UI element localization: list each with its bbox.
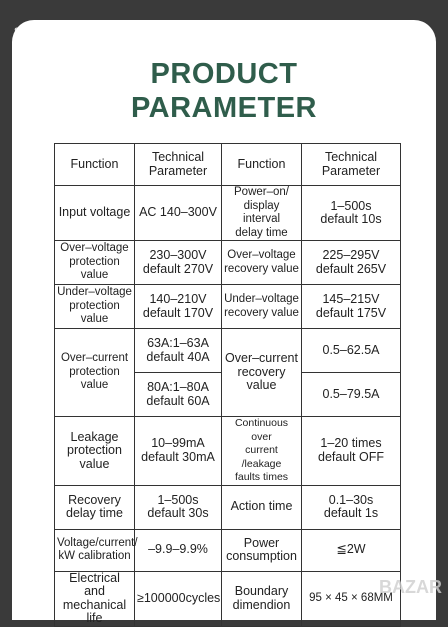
bazar-watermark-logo: BAZAR: [379, 577, 442, 597]
cell-value: 1–20 times default OFF: [302, 417, 401, 486]
cell-function: Over–current recovery value: [222, 329, 302, 417]
cell-value: 230–300V default 270V: [135, 241, 222, 285]
cell-value: 0.5–79.5A: [302, 373, 401, 417]
cell-value: 0.5–62.5A: [302, 329, 401, 373]
header-technical-parameter-2: Technical Parameter: [302, 144, 401, 186]
cell-function: Continuous over current /leakage faults times: [222, 417, 302, 486]
cell-value: ≥100000cycles: [135, 571, 222, 626]
cell-function: Leakage protection value: [55, 417, 135, 486]
table-row: [55, 329, 401, 373]
cell-function: Electrical and mechanical life: [55, 571, 135, 626]
cell-value: 1–500s default 30s: [135, 485, 222, 529]
cell-value: 0.1–30s default 1s: [302, 485, 401, 529]
header-technical-parameter-1: Technical Parameter: [135, 144, 222, 186]
cell-function: Input voltage: [55, 186, 135, 241]
cell-function: Boundary dimendion: [222, 571, 302, 626]
cell-value: 80A:1–80A default 60A: [135, 373, 222, 417]
table-header-row: [55, 144, 401, 186]
cell-function: Over–voltage protection value: [55, 241, 135, 285]
cell-function: Under–voltage recovery value: [222, 285, 302, 329]
table-row: [55, 485, 401, 529]
cell-value: 63A:1–63A default 40A: [135, 329, 222, 373]
cell-value: 140–210V default 170V: [135, 285, 222, 329]
cell-value: –9.9–9.9%: [135, 529, 222, 571]
cell-value: 95 × 45 × 68MM: [302, 571, 401, 626]
cell-value: 225–295V default 265V: [302, 241, 401, 285]
cell-function: Under–voltage protection value: [55, 285, 135, 329]
header-function-1: Function: [55, 144, 135, 186]
cell-value: AC 140–300V: [135, 186, 222, 241]
table-row: [55, 241, 401, 285]
cell-function: Over–voltage recovery value: [222, 241, 302, 285]
page-title-line1: PRODUCT: [150, 58, 298, 90]
cell-value: ≦2W: [302, 529, 401, 571]
table-row: [55, 529, 401, 571]
cell-function: Power–on/ display interval delay time: [222, 186, 302, 241]
cell-function: Over–current protection value: [55, 329, 135, 417]
cell-function: Power consumption: [222, 529, 302, 571]
cell-function: Voltage/current/ kW calibration: [55, 529, 135, 571]
parameter-table: [54, 143, 401, 627]
cell-value: 1–500s default 10s: [302, 186, 401, 241]
header-function-2: Function: [222, 144, 302, 186]
cell-value: 10–99mA default 30mA: [135, 417, 222, 486]
table-row: [55, 186, 401, 241]
cell-function: Action time: [222, 485, 302, 529]
watermark-text: sekvoia: [14, 22, 62, 38]
cell-function: Recovery delay time: [55, 485, 135, 529]
cell-value: 145–215V default 175V: [302, 285, 401, 329]
page-title-line2: PARAMETER: [130, 92, 318, 124]
table-row: [55, 417, 401, 486]
table-row: [55, 571, 401, 626]
table-row: [55, 285, 401, 329]
